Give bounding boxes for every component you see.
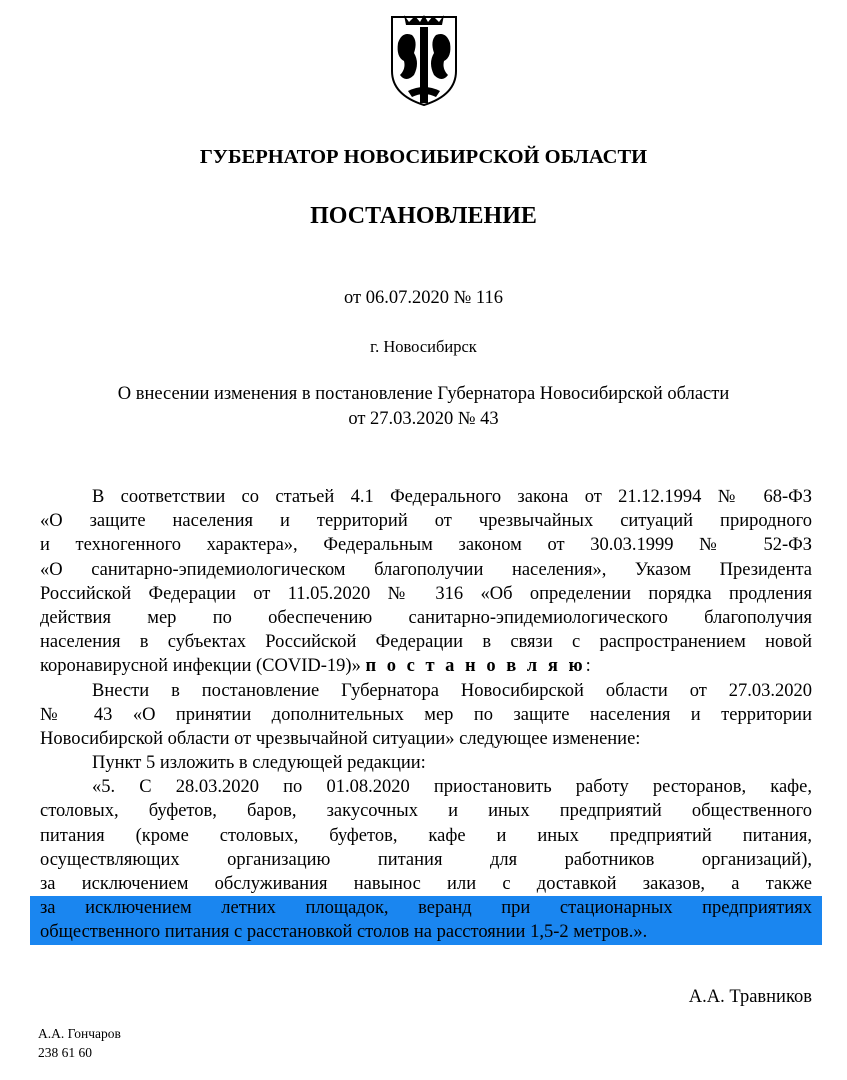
signature: А.А. Травников [688, 987, 812, 1007]
document-subject [0, 382, 847, 432]
colon: : [585, 656, 591, 677]
body-line: столовых, буфетов, баров, закусочных и иных предприятий общественного [40, 801, 812, 822]
decree-word: п о с т а н о в л я ю [365, 656, 586, 677]
body-line: осуществляющих организацию питания для работников организаций), [40, 849, 812, 870]
document-type: ПОСТАНОВЛЕНИЕ [310, 203, 537, 229]
body-line-text: коронавирусной инфекции (COVID-19)» [40, 656, 361, 677]
executor-name: А.А. Гончаров [38, 1026, 121, 1041]
body-line: населения в субъектах Российской Федерации в связи с распространением новой [40, 632, 812, 653]
body-line: В соответствии со статьей 4.1 Федерального закона от 21.12.1994 № 68-ФЗ [92, 487, 812, 507]
body-line: Новосибирской области от чрезвычайной ситуации» следующее изменение: [40, 728, 641, 749]
highlighted-line[interactable]: общественного питания с расстановкой столов на расстоянии 1,5-2 метров.». [30, 920, 822, 944]
body-line: Внести в постановление Губернатора Новосибирской области от 27.03.2020 [92, 680, 812, 701]
coat-of-arms-icon [384, 13, 464, 108]
body-line: действия мер по обеспечению санитарно-эпидемиологического благополучия [40, 607, 812, 628]
date-number: от 06.07.2020 № 116 [344, 288, 503, 308]
body-line: «О защите населения и территорий от чрезвычайных ситуаций природного [40, 511, 812, 532]
authority-title: ГУБЕРНАТОР НОВОСИБИРСКОЙ ОБЛАСТИ [199, 146, 648, 168]
body-line [40, 654, 812, 678]
body-line: за исключением обслуживания навынос или с доставкой заказов, а также [40, 874, 812, 894]
body-line: «5. С 28.03.2020 по 01.08.2020 приостановить работу ресторанов, кафе, [92, 777, 812, 798]
document-body [40, 485, 812, 945]
subject-line: О внесении изменения в постановление Губернатора Новосибирской области [117, 384, 730, 404]
highlighted-line[interactable]: за исключением летних площадок, веранд при стационарных предприятиях [30, 896, 822, 920]
body-line: и техногенного характера», Федеральным законом от 30.03.1999 № 52-ФЗ [40, 535, 812, 556]
body-line: № 43 «О принятии дополнительных мер по защите населения и территории [40, 704, 812, 725]
subject-line: от 27.03.2020 № 43 [348, 409, 499, 429]
executor-phone: 238 61 60 [38, 1045, 92, 1060]
body-line: Российской Федерации от 11.05.2020 № 316 «Об определении порядка продления [40, 583, 812, 604]
body-line: питания (кроме столовых, буфетов, кафе и иных предприятий питания, [40, 825, 812, 846]
body-line: Пункт 5 изложить в следующей редакции: [92, 753, 426, 774]
city: г. Новосибирск [370, 337, 477, 356]
body-line: «О санитарно-эпидемиологическом благополучии населения», Указом Президента [40, 559, 812, 580]
executor-info [38, 1024, 121, 1062]
